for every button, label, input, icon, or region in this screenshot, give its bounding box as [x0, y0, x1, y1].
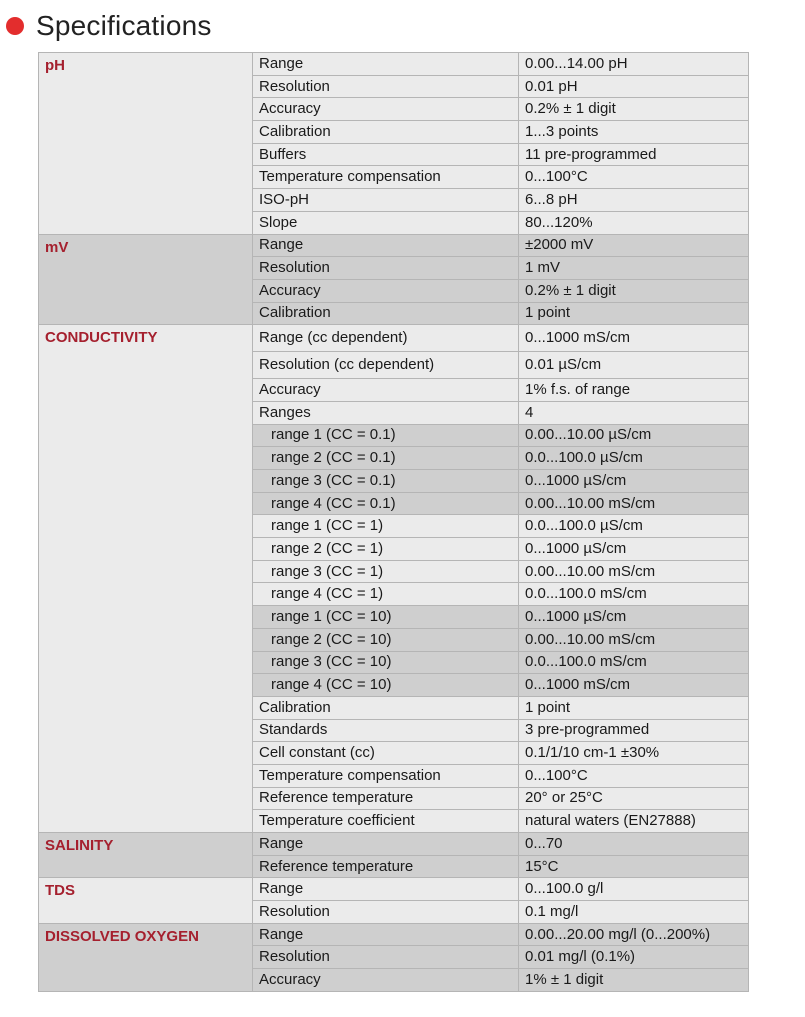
parameter-cell: Reference temperature — [253, 855, 519, 878]
value-cell: 0.00...10.00 mS/cm — [519, 560, 749, 583]
category-label: CONDUCTIVITY — [39, 325, 253, 833]
parameter-cell: Accuracy — [253, 969, 519, 992]
parameter-cell: Temperature compensation — [253, 166, 519, 189]
value-cell: 0.00...10.00 mS/cm — [519, 492, 749, 515]
parameter-cell: range 4 (CC = 10) — [253, 674, 519, 697]
parameter-cell: Range — [253, 878, 519, 901]
value-cell: 0...100°C — [519, 764, 749, 787]
parameter-cell: Range (cc dependent) — [253, 325, 519, 352]
parameter-cell: Resolution — [253, 75, 519, 98]
value-cell: 1 point — [519, 696, 749, 719]
value-cell: 0...70 — [519, 833, 749, 856]
parameter-cell: range 2 (CC = 10) — [253, 628, 519, 651]
value-cell: 0...1000 mS/cm — [519, 674, 749, 697]
value-cell: 1 point — [519, 302, 749, 325]
value-cell: 0.1/1/10 cm-1 ±30% — [519, 742, 749, 765]
value-cell: 0.0...100.0 mS/cm — [519, 651, 749, 674]
category-label: SALINITY — [39, 833, 253, 878]
parameter-cell: Resolution — [253, 946, 519, 969]
red-bullet-icon — [6, 17, 24, 35]
parameter-cell: Range — [253, 833, 519, 856]
category-label: pH — [39, 53, 253, 235]
table-row — [39, 878, 749, 901]
parameter-cell: Ranges — [253, 401, 519, 424]
parameter-cell: ISO-pH — [253, 189, 519, 212]
parameter-cell: range 3 (CC = 10) — [253, 651, 519, 674]
value-cell: ±2000 mV — [519, 234, 749, 257]
section-heading — [6, 6, 212, 46]
value-cell: 1% ± 1 digit — [519, 969, 749, 992]
category-label: TDS — [39, 878, 253, 923]
parameter-cell: Accuracy — [253, 379, 519, 402]
parameter-cell: Resolution (cc dependent) — [253, 352, 519, 379]
parameter-cell: Accuracy — [253, 98, 519, 121]
value-cell: 0...1000 µS/cm — [519, 470, 749, 493]
specifications-table-body — [39, 53, 749, 992]
value-cell: 0...100.0 g/l — [519, 878, 749, 901]
table-row — [39, 53, 749, 76]
parameter-cell: Standards — [253, 719, 519, 742]
table-row — [39, 234, 749, 257]
table-row — [39, 923, 749, 946]
parameter-cell: range 2 (CC = 1) — [253, 538, 519, 561]
value-cell: 0.00...20.00 mg/l (0...200%) — [519, 923, 749, 946]
value-cell: 11 pre-programmed — [519, 143, 749, 166]
parameter-cell: Range — [253, 923, 519, 946]
specifications-table — [38, 52, 749, 992]
parameter-cell: range 3 (CC = 1) — [253, 560, 519, 583]
parameter-cell: range 3 (CC = 0.1) — [253, 470, 519, 493]
value-cell: natural waters (EN27888) — [519, 810, 749, 833]
value-cell: 20° or 25°C — [519, 787, 749, 810]
value-cell: 0.2% ± 1 digit — [519, 98, 749, 121]
category-label: DISSOLVED OXYGEN — [39, 923, 253, 991]
parameter-cell: Range — [253, 53, 519, 76]
value-cell: 1...3 points — [519, 121, 749, 144]
parameter-cell: Calibration — [253, 302, 519, 325]
value-cell: 4 — [519, 401, 749, 424]
parameter-cell: Calibration — [253, 696, 519, 719]
parameter-cell: range 1 (CC = 0.1) — [253, 424, 519, 447]
category-label: mV — [39, 234, 253, 325]
value-cell: 0.01 pH — [519, 75, 749, 98]
parameter-cell: Reference temperature — [253, 787, 519, 810]
table-row — [39, 833, 749, 856]
parameter-cell: range 1 (CC = 10) — [253, 606, 519, 629]
parameter-cell: range 4 (CC = 0.1) — [253, 492, 519, 515]
value-cell: 0.0...100.0 µS/cm — [519, 447, 749, 470]
parameter-cell: range 4 (CC = 1) — [253, 583, 519, 606]
value-cell: 15°C — [519, 855, 749, 878]
table-row — [39, 325, 749, 352]
value-cell: 0...1000 µS/cm — [519, 606, 749, 629]
page-title: Specifications — [36, 10, 212, 41]
value-cell: 0.1 mg/l — [519, 901, 749, 924]
parameter-cell: Resolution — [253, 257, 519, 280]
parameter-cell: range 2 (CC = 0.1) — [253, 447, 519, 470]
value-cell: 1% f.s. of range — [519, 379, 749, 402]
parameter-cell: Buffers — [253, 143, 519, 166]
value-cell: 0.0...100.0 mS/cm — [519, 583, 749, 606]
parameter-cell: Cell constant (cc) — [253, 742, 519, 765]
value-cell: 0...100°C — [519, 166, 749, 189]
value-cell: 80...120% — [519, 211, 749, 234]
parameter-cell: Calibration — [253, 121, 519, 144]
value-cell: 3 pre-programmed — [519, 719, 749, 742]
value-cell: 0.00...10.00 µS/cm — [519, 424, 749, 447]
value-cell: 0.2% ± 1 digit — [519, 279, 749, 302]
value-cell: 0.0...100.0 µS/cm — [519, 515, 749, 538]
value-cell: 0.00...10.00 mS/cm — [519, 628, 749, 651]
value-cell: 0.01 µS/cm — [519, 352, 749, 379]
value-cell: 6...8 pH — [519, 189, 749, 212]
parameter-cell: range 1 (CC = 1) — [253, 515, 519, 538]
value-cell: 0...1000 µS/cm — [519, 538, 749, 561]
value-cell: 0.01 mg/l (0.1%) — [519, 946, 749, 969]
parameter-cell: Slope — [253, 211, 519, 234]
parameter-cell: Range — [253, 234, 519, 257]
value-cell: 1 mV — [519, 257, 749, 280]
parameter-cell: Resolution — [253, 901, 519, 924]
parameter-cell: Temperature coefficient — [253, 810, 519, 833]
value-cell: 0...1000 mS/cm — [519, 325, 749, 352]
parameter-cell: Accuracy — [253, 279, 519, 302]
value-cell: 0.00...14.00 pH — [519, 53, 749, 76]
parameter-cell: Temperature compensation — [253, 764, 519, 787]
